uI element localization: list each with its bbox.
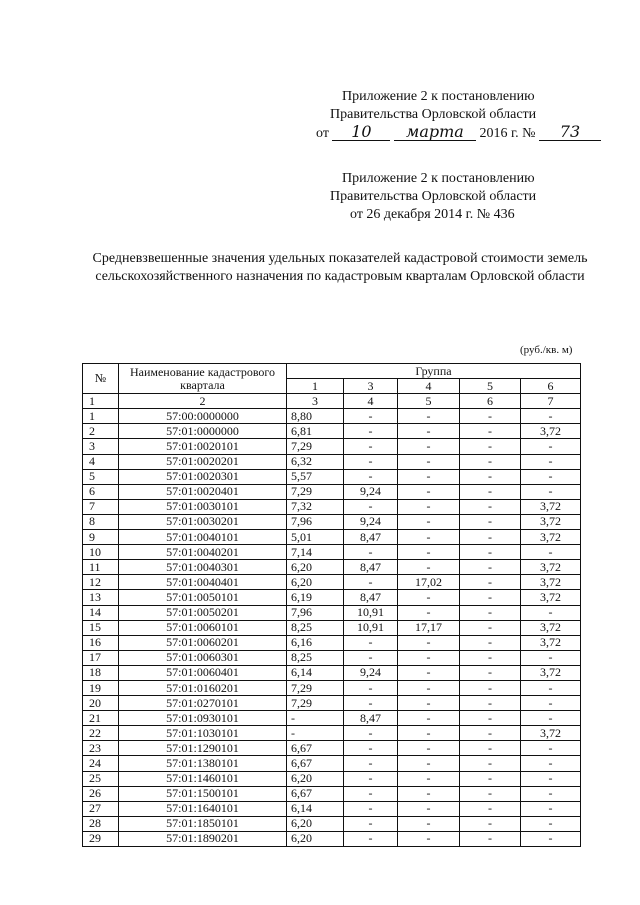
quarter-cell: 57:01:0020201 xyxy=(119,454,287,469)
group-6-cell: - xyxy=(521,786,581,801)
index-cell: 2 xyxy=(119,394,287,409)
group-3-cell: - xyxy=(344,771,398,786)
group-4-cell: - xyxy=(398,439,460,454)
group-5-cell: - xyxy=(460,756,521,771)
group-6-cell: 3,72 xyxy=(521,575,581,590)
table-row xyxy=(83,590,581,605)
group-3-cell: - xyxy=(344,635,398,650)
group-6: 6 xyxy=(521,379,581,394)
quarter-cell: 57:01:0060201 xyxy=(119,635,287,650)
group-4-cell: - xyxy=(398,816,460,831)
row-number-cell: 22 xyxy=(83,726,119,741)
group-6-cell: - xyxy=(521,771,581,786)
table-row xyxy=(83,560,581,575)
group-1-cell: 6,67 xyxy=(287,756,344,771)
group-1-cell: 7,32 xyxy=(287,499,344,514)
group-1-cell: 7,29 xyxy=(287,680,344,695)
group-4-cell: - xyxy=(398,696,460,711)
quarter-cell: 57:01:0160201 xyxy=(119,680,287,695)
group-5-cell: - xyxy=(460,786,521,801)
group-1-cell: 6,67 xyxy=(287,741,344,756)
quarter-cell: 57:01:0060101 xyxy=(119,620,287,635)
row-number-cell: 4 xyxy=(83,454,119,469)
group-3-cell: - xyxy=(344,680,398,695)
quarter-cell: 57:01:0040101 xyxy=(119,530,287,545)
row-number-cell: 25 xyxy=(83,771,119,786)
index-cell: 5 xyxy=(398,394,460,409)
group-5-cell: - xyxy=(460,530,521,545)
group-1-cell: 6,20 xyxy=(287,560,344,575)
group-5-cell: - xyxy=(460,484,521,499)
group-5-cell: - xyxy=(460,711,521,726)
group-1-cell: 8,25 xyxy=(287,620,344,635)
group-4-cell: - xyxy=(398,409,460,424)
quarter-cell: 57:01:0030201 xyxy=(119,514,287,529)
group-1-cell: 7,29 xyxy=(287,439,344,454)
group-1-cell: 6,67 xyxy=(287,786,344,801)
table-row xyxy=(83,454,581,469)
row-number-cell: 5 xyxy=(83,469,119,484)
group-6-cell: - xyxy=(521,545,581,560)
group-6-cell: - xyxy=(521,650,581,665)
group-5-cell: - xyxy=(460,514,521,529)
row-number-cell: 24 xyxy=(83,756,119,771)
group-4-cell: - xyxy=(398,545,460,560)
table-row xyxy=(83,816,581,831)
table-row xyxy=(83,530,581,545)
quarter-cell: 57:01:0000000 xyxy=(119,424,287,439)
group-4-cell: - xyxy=(398,514,460,529)
from-label: от xyxy=(316,126,329,141)
group-3-cell: - xyxy=(344,831,398,846)
group-6-cell: - xyxy=(521,680,581,695)
group-3-cell: - xyxy=(344,424,398,439)
table-row xyxy=(83,469,581,484)
row-number-cell: 6 xyxy=(83,484,119,499)
group-1-cell: 6,20 xyxy=(287,831,344,846)
group-1-cell: 6,20 xyxy=(287,816,344,831)
group-4-cell: - xyxy=(398,665,460,680)
group-1-cell: 5,01 xyxy=(287,530,344,545)
group-6-cell: 3,72 xyxy=(521,514,581,529)
row-number-cell: 16 xyxy=(83,635,119,650)
table-row xyxy=(83,711,581,726)
table-row xyxy=(83,741,581,756)
group-5-cell: - xyxy=(460,575,521,590)
quarter-cell: 57:01:0050101 xyxy=(119,590,287,605)
quarter-cell: 57:01:1030101 xyxy=(119,726,287,741)
quarter-cell: 57:01:1890201 xyxy=(119,831,287,846)
group-3-cell: - xyxy=(344,409,398,424)
quarter-cell: 57:01:0060401 xyxy=(119,665,287,680)
group-5-cell: - xyxy=(460,831,521,846)
group-4-cell: - xyxy=(398,424,460,439)
group-6-cell: - xyxy=(521,741,581,756)
row-number-cell: 15 xyxy=(83,620,119,635)
group-1-cell: 6,20 xyxy=(287,771,344,786)
quarter-cell: 57:01:1850101 xyxy=(119,816,287,831)
group-5-cell: - xyxy=(460,665,521,680)
header-previous-line2: Правительства Орловской области xyxy=(330,189,537,204)
group-1: 1 xyxy=(287,379,344,394)
table-row xyxy=(83,545,581,560)
group-5-cell: - xyxy=(460,650,521,665)
group-1-cell: 6,81 xyxy=(287,424,344,439)
row-number-cell: 28 xyxy=(83,816,119,831)
group-6-cell: - xyxy=(521,756,581,771)
quarter-cell: 57:01:0930101 xyxy=(119,711,287,726)
group-5-cell: - xyxy=(460,816,521,831)
group-4-cell: - xyxy=(398,650,460,665)
group-3-cell: - xyxy=(344,786,398,801)
group-4-cell: - xyxy=(398,680,460,695)
handwritten-month: марта xyxy=(394,124,476,141)
group-5-cell: - xyxy=(460,439,521,454)
handwritten-day: 10 xyxy=(332,124,390,141)
group-4-cell: - xyxy=(398,786,460,801)
quarter-cell: 57:01:1500101 xyxy=(119,786,287,801)
group-6-cell: - xyxy=(521,831,581,846)
table-row xyxy=(83,424,581,439)
group-5-cell: - xyxy=(460,409,521,424)
quarter-cell: 57:01:0020101 xyxy=(119,439,287,454)
index-cell: 7 xyxy=(521,394,581,409)
group-6-cell: 3,72 xyxy=(521,620,581,635)
group-5-cell: - xyxy=(460,696,521,711)
group-6-cell: - xyxy=(521,409,581,424)
quarter-cell: 57:01:0040301 xyxy=(119,560,287,575)
group-4-cell: - xyxy=(398,499,460,514)
group-3-cell: - xyxy=(344,454,398,469)
table-row xyxy=(83,514,581,529)
table-row xyxy=(83,665,581,680)
group-6-cell: - xyxy=(521,711,581,726)
group-1-cell: 7,96 xyxy=(287,514,344,529)
header-current-line1: Приложение 2 к постановлению xyxy=(342,89,535,104)
year-label: 2016 г. № xyxy=(479,126,536,141)
col-header-quarter-name: Наименование кадастрового квартала xyxy=(119,364,287,394)
table-row xyxy=(83,650,581,665)
header-previous-line1: Приложение 2 к постановлению xyxy=(342,171,535,186)
group-3-cell: - xyxy=(344,801,398,816)
group-6-cell: - xyxy=(521,484,581,499)
group-1-cell: - xyxy=(287,726,344,741)
row-number-cell: 7 xyxy=(83,499,119,514)
row-number-cell: 17 xyxy=(83,650,119,665)
group-1-cell: 5,57 xyxy=(287,469,344,484)
table-header-row xyxy=(83,364,581,379)
group-3-cell: - xyxy=(344,469,398,484)
group-1-cell: 6,14 xyxy=(287,665,344,680)
group-5: 5 xyxy=(460,379,521,394)
row-number-cell: 27 xyxy=(83,801,119,816)
group-6-cell: - xyxy=(521,801,581,816)
group-4-cell: - xyxy=(398,756,460,771)
group-3-cell: - xyxy=(344,816,398,831)
group-6-cell: 3,72 xyxy=(521,665,581,680)
index-cell: 4 xyxy=(344,394,398,409)
group-1-cell: 6,14 xyxy=(287,801,344,816)
table-row xyxy=(83,635,581,650)
group-6-cell: 3,72 xyxy=(521,424,581,439)
row-number-cell: 21 xyxy=(83,711,119,726)
table-body xyxy=(83,409,581,847)
group-4-cell: - xyxy=(398,484,460,499)
row-number-cell: 23 xyxy=(83,741,119,756)
index-cell: 1 xyxy=(83,394,119,409)
group-4-cell: - xyxy=(398,454,460,469)
group-5-cell: - xyxy=(460,801,521,816)
table-row xyxy=(83,575,581,590)
table-row xyxy=(83,726,581,741)
cadastral-table xyxy=(82,363,581,847)
table-index-row xyxy=(83,394,581,409)
group-1-cell: 7,29 xyxy=(287,696,344,711)
table-row xyxy=(83,499,581,514)
group-3-cell: - xyxy=(344,741,398,756)
group-4-cell: - xyxy=(398,560,460,575)
group-5-cell: - xyxy=(460,635,521,650)
group-6-cell: 3,72 xyxy=(521,590,581,605)
group-3-cell: 8,47 xyxy=(344,711,398,726)
row-number-cell: 9 xyxy=(83,530,119,545)
group-6-cell: - xyxy=(521,469,581,484)
group-3-cell: - xyxy=(344,575,398,590)
group-3-cell: 8,47 xyxy=(344,590,398,605)
table-row xyxy=(83,801,581,816)
group-3-cell: 10,91 xyxy=(344,605,398,620)
table-row xyxy=(83,831,581,846)
table-row xyxy=(83,756,581,771)
group-1-cell: 7,29 xyxy=(287,484,344,499)
group-1-cell: 8,25 xyxy=(287,650,344,665)
table-row xyxy=(83,771,581,786)
group-5-cell: - xyxy=(460,469,521,484)
header-current-date-line xyxy=(316,124,601,143)
group-4-cell: - xyxy=(398,771,460,786)
group-3-cell: - xyxy=(344,650,398,665)
row-number-cell: 20 xyxy=(83,696,119,711)
table-row xyxy=(83,696,581,711)
group-4-cell: - xyxy=(398,530,460,545)
group-1-cell: 7,14 xyxy=(287,545,344,560)
group-3-cell: - xyxy=(344,499,398,514)
row-number-cell: 3 xyxy=(83,439,119,454)
table-row xyxy=(83,605,581,620)
group-1-cell: 6,20 xyxy=(287,575,344,590)
table-row xyxy=(83,620,581,635)
index-cell: 6 xyxy=(460,394,521,409)
group-6-cell: - xyxy=(521,696,581,711)
group-5-cell: - xyxy=(460,560,521,575)
group-5-cell: - xyxy=(460,605,521,620)
group-5-cell: - xyxy=(460,771,521,786)
group-3-cell: 10,91 xyxy=(344,620,398,635)
group-3-cell: - xyxy=(344,545,398,560)
group-4-cell: - xyxy=(398,469,460,484)
row-number-cell: 19 xyxy=(83,680,119,695)
quarter-cell: 57:01:0030101 xyxy=(119,499,287,514)
row-number-cell: 12 xyxy=(83,575,119,590)
header-current xyxy=(316,88,601,143)
quarter-cell: 57:01:0040401 xyxy=(119,575,287,590)
row-number-cell: 18 xyxy=(83,665,119,680)
group-5-cell: - xyxy=(460,726,521,741)
group-5-cell: - xyxy=(460,620,521,635)
group-4-cell: - xyxy=(398,605,460,620)
group-4-cell: - xyxy=(398,831,460,846)
col-header-group: Группа xyxy=(287,364,581,379)
group-1-cell: 7,96 xyxy=(287,605,344,620)
document-title: Средневзвешенные значения удельных показателей кадастровой стоимости земель сельскохозяйственного назначения по кадастровым кварталам Орловской области xyxy=(92,251,588,284)
group-4: 4 xyxy=(398,379,460,394)
group-5-cell: - xyxy=(460,454,521,469)
col-header-number: № xyxy=(83,364,119,394)
group-4-cell: - xyxy=(398,590,460,605)
header-previous-line3: от 26 декабря 2014 г. № 436 xyxy=(350,207,515,222)
group-6-cell: 3,72 xyxy=(521,726,581,741)
header-current-line2: Правительства Орловской области xyxy=(330,107,537,122)
group-6-cell: - xyxy=(521,816,581,831)
unit-label: (руб./кв. м) xyxy=(520,344,573,356)
group-3-cell: 9,24 xyxy=(344,514,398,529)
index-cell: 3 xyxy=(287,394,344,409)
group-6-cell: 3,72 xyxy=(521,560,581,575)
group-4-cell: - xyxy=(398,726,460,741)
group-6-cell: - xyxy=(521,454,581,469)
group-3-cell: 8,47 xyxy=(344,530,398,545)
quarter-cell: 57:01:0040201 xyxy=(119,545,287,560)
quarter-cell: 57:00:0000000 xyxy=(119,409,287,424)
row-number-cell: 11 xyxy=(83,560,119,575)
table-row xyxy=(83,786,581,801)
group-3-cell: 9,24 xyxy=(344,484,398,499)
group-4-cell: - xyxy=(398,711,460,726)
group-1-cell: 6,16 xyxy=(287,635,344,650)
handwritten-number: 73 xyxy=(539,124,601,141)
row-number-cell: 10 xyxy=(83,545,119,560)
group-5-cell: - xyxy=(460,680,521,695)
group-5-cell: - xyxy=(460,590,521,605)
row-number-cell: 13 xyxy=(83,590,119,605)
group-6-cell: 3,72 xyxy=(521,499,581,514)
group-6-cell: 3,72 xyxy=(521,635,581,650)
group-6-cell: - xyxy=(521,439,581,454)
group-1-cell: 6,32 xyxy=(287,454,344,469)
table-row xyxy=(83,680,581,695)
group-3: 3 xyxy=(344,379,398,394)
group-4-cell: - xyxy=(398,741,460,756)
table-row xyxy=(83,409,581,424)
group-1-cell: 6,19 xyxy=(287,590,344,605)
quarter-cell: 57:01:1380101 xyxy=(119,756,287,771)
row-number-cell: 14 xyxy=(83,605,119,620)
group-1-cell: - xyxy=(287,711,344,726)
group-3-cell: - xyxy=(344,696,398,711)
quarter-cell: 57:01:0060301 xyxy=(119,650,287,665)
header-previous xyxy=(330,170,537,224)
group-3-cell: - xyxy=(344,726,398,741)
table-row xyxy=(83,439,581,454)
group-3-cell: 8,47 xyxy=(344,560,398,575)
group-3-cell: - xyxy=(344,439,398,454)
group-5-cell: - xyxy=(460,499,521,514)
row-number-cell: 26 xyxy=(83,786,119,801)
quarter-cell: 57:01:0050201 xyxy=(119,605,287,620)
quarter-cell: 57:01:1640101 xyxy=(119,801,287,816)
table-row xyxy=(83,484,581,499)
row-number-cell: 1 xyxy=(83,409,119,424)
group-3-cell: - xyxy=(344,756,398,771)
group-4-cell: 17,17 xyxy=(398,620,460,635)
row-number-cell: 2 xyxy=(83,424,119,439)
group-5-cell: - xyxy=(460,545,521,560)
group-5-cell: - xyxy=(460,424,521,439)
group-4-cell: 17,02 xyxy=(398,575,460,590)
quarter-cell: 57:01:0020301 xyxy=(119,469,287,484)
group-3-cell: 9,24 xyxy=(344,665,398,680)
group-6-cell: - xyxy=(521,605,581,620)
row-number-cell: 29 xyxy=(83,831,119,846)
group-4-cell: - xyxy=(398,635,460,650)
quarter-cell: 57:01:1290101 xyxy=(119,741,287,756)
group-1-cell: 8,80 xyxy=(287,409,344,424)
quarter-cell: 57:01:0270101 xyxy=(119,696,287,711)
quarter-cell: 57:01:0020401 xyxy=(119,484,287,499)
group-6-cell: 3,72 xyxy=(521,530,581,545)
group-5-cell: - xyxy=(460,741,521,756)
group-4-cell: - xyxy=(398,801,460,816)
row-number-cell: 8 xyxy=(83,514,119,529)
quarter-cell: 57:01:1460101 xyxy=(119,771,287,786)
